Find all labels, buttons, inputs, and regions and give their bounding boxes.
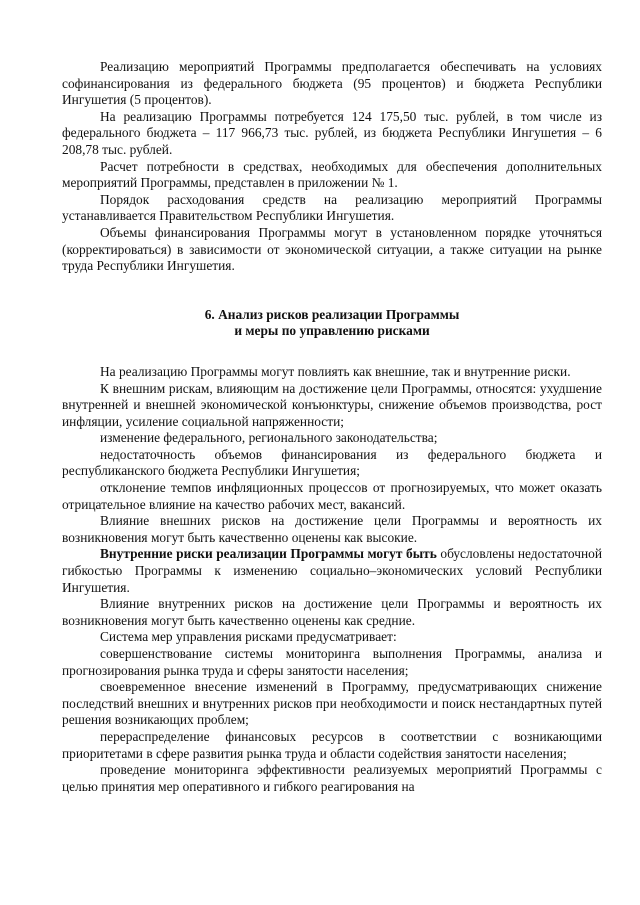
paragraph-spending-order: Порядок расходования средств на реализацию мероприятий Программы устанавливается Правительством Республики Ингушетия. xyxy=(62,191,602,224)
paragraph-external-risks: К внешним рискам, влияющим на достижение цели Программы, относятся: ухудшение внутренней и внешней экономической конъюнктуры, снижение объемов производства, рост инфляции, усиление социальной напряженности; xyxy=(62,380,602,429)
section-heading xyxy=(62,307,602,340)
internal-risks-bold-lead: Внутренние риски реализации Программы могут быть xyxy=(100,546,437,562)
list-item-resource-redistribution: перераспределение финансовых ресурсов в соответствии с возникающими приоритетами в сфере развития рынка труда и области содействия занятости населения; xyxy=(62,728,602,761)
section-heading-line-2: и меры по управлению рисками xyxy=(234,323,430,339)
internal-risks-rest: обусловлены недостаточной гибкостью Программы к изменению социально–экономических условий Республики Ингушетия. xyxy=(62,546,602,595)
paragraph-risks-intro: На реализацию Программы могут повлиять как внешние, так и внутренние риски. xyxy=(100,363,571,379)
list-item-efficiency-monitoring: проведение мониторинга эффективности реализуемых мероприятий Программы с целью принятия мер оперативного и гибкого реагирования на xyxy=(62,762,602,794)
paragraph-total-cost: На реализацию Программы потребуется 124 175,50 тыс. рублей, в том числе из федерального бюджета – 117 966,73 тыс. рублей, из бюджета Республики Ингушетия – 6 208,78 тыс. рублей. xyxy=(62,108,602,157)
list-item-monitoring: совершенствование системы мониторинга выполнения Программы, анализа и прогнозирования рынка труда и сферы занятости населения; xyxy=(62,646,602,678)
list-item-insufficient-funding: недостаточность объемов финансирования из федерального бюджета и республиканского бюджета Республики Ингушетия; xyxy=(62,446,602,479)
paragraph-internal-risks-assessment: Влияние внутренних рисков на достижение цели Программы и вероятность их возникновения могут быть качественно оценены как средние. xyxy=(62,596,602,628)
paragraph-funding-adjustment: Объемы финансирования Программы могут в установленном порядке уточняться (корректироваться) в зависимости от экономической ситуации, а также ситуации на рынке труда Республики Ингушетия. xyxy=(62,224,602,274)
list-item-program-changes: своевременное внесение изменений в Программу, предусматривающих снижение последствий внешних и внутренних рисков при необходимости и поиск нестандартных путей решения возникающих проблем; xyxy=(62,679,602,728)
risks-section xyxy=(62,364,602,795)
funding-section xyxy=(62,59,602,275)
paragraph-cost-calculation: Расчет потребности в средствах, необходимых для обеспечения дополнительных мероприятий Программы, представлен в приложении № 1. xyxy=(62,158,602,191)
section-heading-line-1: 6. Анализ рисков реализации Программы xyxy=(204,306,460,322)
paragraph-external-risks-assessment: Влияние внешних рисков на достижение цели Программы и вероятность их возникновения могут быть качественно оценены как высокие. xyxy=(62,513,602,545)
paragraph-internal-risks xyxy=(62,546,602,596)
list-item-inflation-deviation: отклонение темпов инфляционных процессов от прогнозируемых, что может оказать отрицательное влияние на качество рабочих мест, вакансий. xyxy=(62,480,602,512)
paragraph-risk-measures-intro: Система мер управления рисками предусматривает: xyxy=(100,629,397,645)
list-item-legislation-change: изменение федерального, регионального законодательства; xyxy=(100,430,438,446)
paragraph-cofinancing: Реализацию мероприятий Программы предполагается обеспечивать на условиях софинансирования из федерального бюджета (95 процентов) и бюджета Республики Ингушетия (5 процентов). xyxy=(62,59,602,108)
